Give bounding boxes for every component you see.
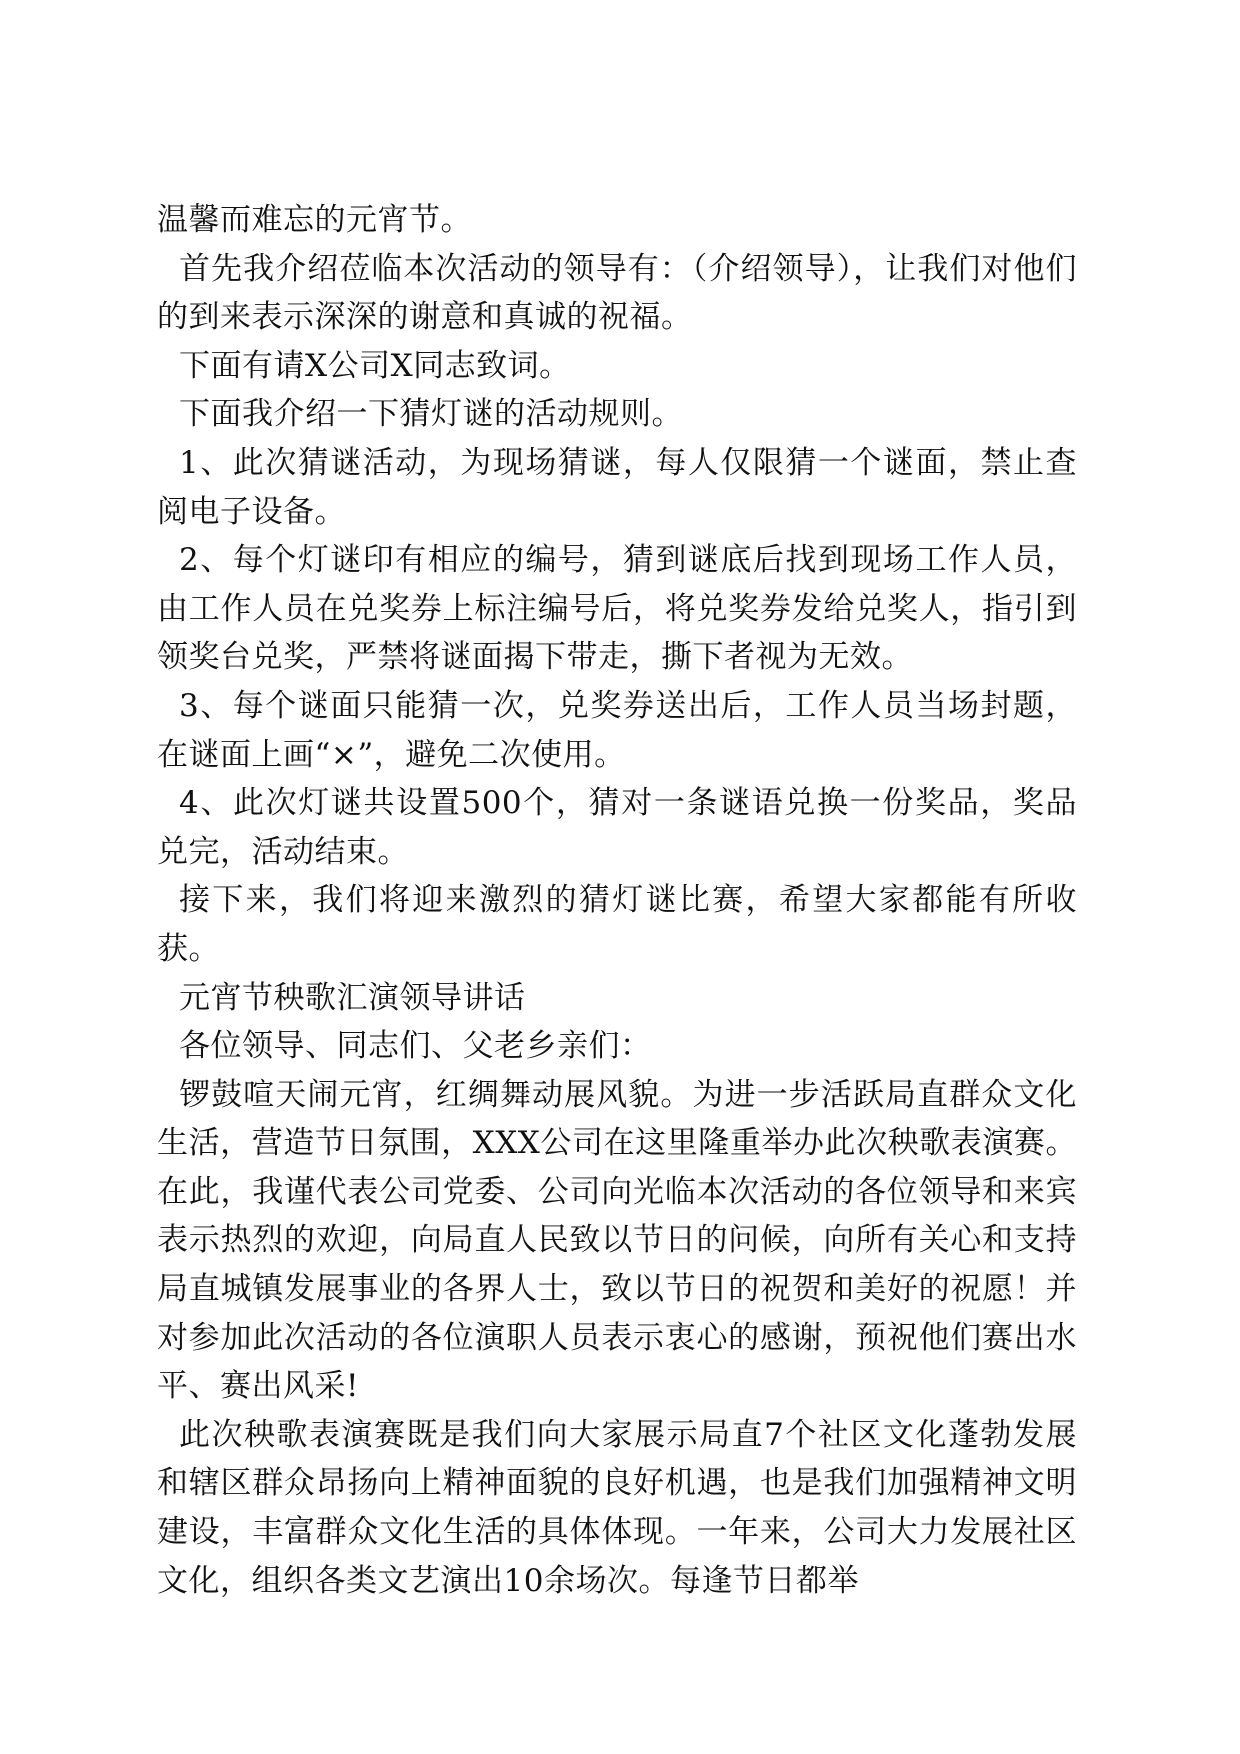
paragraph-salutation: 各位领导、同志们、父老乡亲们：	[179, 1028, 652, 1065]
paragraph-rule-4: 4、此次灯谜共设置500个，猜对一条谜语兑换一份奖品，奖品兑完，活动结束。	[157, 785, 1077, 870]
paragraph-rule-2: 2、每个灯谜印有相应的编号，猜到谜底后找到现场工作人员，由工作人员在兑奖券上标注编号后，将兑奖券发给兑奖人，指引到领奖台兑奖，严禁将谜面揭下带走，撕下者视为无效。	[157, 542, 1077, 676]
paragraph-event-significance: 此次秧歌表演赛既是我们向大家展示局直7个社区文化蓬勃发展和辖区群众昂扬向上精神面貌的良好机遇，也是我们加强精神文明建设，丰富群众文化生活的具体体现。一年来，公司大力发展社区文化，组织各类文艺演出10余场次。每逢节日都举	[157, 1416, 1077, 1599]
paragraph-rule-1: 1、此次猜谜活动，为现场猜谜，每人仅限猜一个谜面，禁止查阅电子设备。	[157, 444, 1077, 530]
paragraph-speech-invite: 下面有请X公司X同志致词。	[179, 347, 571, 384]
paragraph-section-heading: 元宵节秧歌汇演领导讲话	[179, 979, 526, 1016]
paragraph-continuation: 温馨而难忘的元宵节。	[157, 202, 472, 238]
document-body	[157, 196, 1077, 1605]
paragraph-welcome-speech: 锣鼓喧天闹元宵，红绸舞动展风貌。为进一步活跃局直群众文化生活，营造节日氛围，XXX公司在这里隆重举办此次秧歌表演赛。在此，我谨代表公司党委、公司向光临本次活动的各位领导和来宾表示热烈的欢迎，向局直人民致以节日的问候，向所有关心和支持局直城镇发展事业的各界人士，致以节日的祝贺和美好的祝愿！并对参加此次活动的各位演职人员表示衷心的感谢，预祝他们赛出水平、赛出风采!	[157, 1076, 1077, 1405]
paragraph-leader-intro: 首先我介绍莅临本次活动的领导有：（介绍领导），让我们对他们的到来表示深深的谢意和真诚的祝福。	[157, 250, 1077, 336]
paragraph-rules-intro: 下面我介绍一下猜灯谜的活动规则。	[179, 396, 683, 433]
paragraph-contest-start: 接下来，我们将迎来激烈的猜灯谜比赛，希望大家都能有所收获。	[157, 882, 1077, 967]
paragraph-rule-3: 3、每个谜面只能猜一次，兑奖券送出后，工作人员当场封题，在谜面上画“×”，避免二次使用。	[157, 687, 1077, 773]
